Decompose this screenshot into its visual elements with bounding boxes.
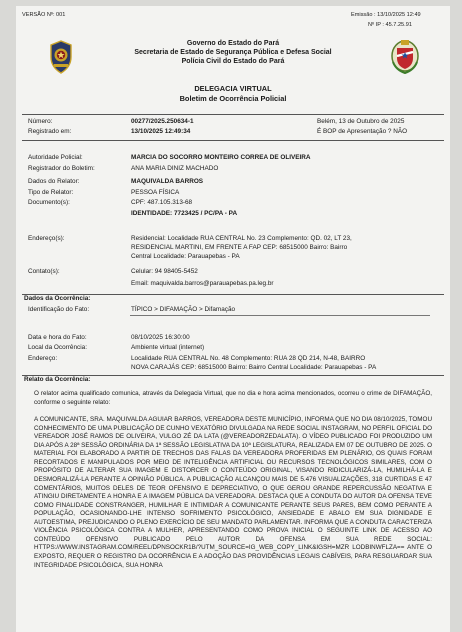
local-label: Local da Ocorrência: [28, 344, 87, 351]
cpf-value: CPF: 487.105.313-68 [131, 199, 193, 206]
relator-value: MAQUIVALDA BARROS [131, 178, 204, 185]
tipo-value: PESSOA FÍSICA [131, 189, 180, 196]
police-report-page [16, 6, 450, 632]
registrado-value: 13/10/2025 12:49:34 [131, 128, 191, 135]
registrado-label: Registrado em: [28, 128, 72, 135]
contato-label: Contato(s): [28, 268, 60, 275]
autoridade-label: Autoridade Policial: [28, 154, 83, 161]
email-value: Email: maquivalda.barros@parauapebas.pa.leg.br [131, 280, 274, 287]
relato-section-title: Relato da Ocorrência: [24, 376, 91, 383]
ocorrencia-section-title: Dados da Ocorrência: [24, 295, 91, 302]
endereco-label: Endereço(s): [28, 235, 65, 242]
endereco-line-1: Residencial: Localidade RUA CENTRAL No. 23 Complemento: QD. 02, LT 23, [131, 235, 352, 242]
divider [22, 114, 444, 115]
bop-question [317, 128, 407, 136]
celular-value: Celular: 94 98405-5452 [131, 268, 198, 275]
np-label: Nº IP : [368, 22, 384, 28]
version-number: VERSÃO Nº: 001 [22, 12, 66, 18]
identidade-value: IDENTIDADE: 7723425 / PC/PA - PA [131, 210, 238, 217]
bop-label: É BOP de Apresentação ? [317, 128, 392, 135]
emission-label: Emissão : [351, 12, 376, 18]
endereco-line-2: RESIDENCIAL MARTINI, EM FRENTE A FAP CEP: 68515000 Bairro: Bairro [131, 244, 348, 251]
org-secretariat: Secretaria de Estado de Segurança Pública e Defesa Social [134, 49, 332, 56]
title-boletim: Boletim de Ocorrência Policial [179, 94, 287, 103]
endereco-line-3: Central Localidade: Parauapebas - PA [131, 253, 240, 260]
tipo-label: Tipo de Relator: [28, 189, 74, 196]
data-fato-value: 08/10/2025 16:30:00 [131, 334, 190, 341]
ocorrencia-endereco-line-1: Localidade RUA CENTRAL No. 48 Complemento: RUA 28 QD 214, N-48, BAIRRO [131, 355, 366, 362]
local-value: Ambiente virtual (internet) [131, 344, 205, 351]
bop-value: NÃO [393, 128, 408, 135]
ocorrencia-endereco-label: Endereço: [28, 355, 58, 362]
emission-value: 13/10/2025 12:49 [377, 12, 421, 18]
place-date: Belém, 13 de Outubro de 2025 [317, 118, 405, 125]
ip-number [368, 22, 412, 29]
relato-intro: O relator acima qualificado comunica, através da Delegacia Virtual, que no dia e hora acima mencionados, ocorreu o crime de DIFAMAÇÃO, conforme o seguinte relato: [34, 390, 432, 406]
relator-label: Dados do Relator: [28, 178, 80, 185]
title-delegacia-virtual: DELEGACIA VIRTUAL [194, 84, 272, 93]
relato-body: A COMUNICANTE, SRA. MAQUIVALDA AGUIAR BARROS, VEREADORA DESTE MUNICÍPIO, INFORMA QUE NO DIA 08/10/2025, TOMOU CONHECIMENTO DE UMA PUBLICAÇÃO DE CUNHO VEXATÓRIO DIVULGADA NA REDE SOCIAL INSTAGRAM, NO PERFIL OFICIAL DO VEREADOR JOSÉ RAMOS DE OLIVEIRA, VULGO ZÉ DA LATA (@VEREADORZEDALATA). O VÍDEO PUBLICADO FOI PRODUZIDO UM DIA APÓS A 28ª SESSÃO ORDINÁRIA DA 1ª SESSÃO LEGISLATIVA DA 10ª LEGISLATURA, REALIZADA EM 07 DE OUTUBRO DE 2025. O MATERIAL FOI ELABORADO A PARTIR DE TRECHOS DAS FALAS DA VEREADORA PROFERIDAS EM PLENÁRIO, OS QUAIS FORAM RECORTADOS E MANIPULADOS POR MEIO DE INTELIGÊNCIA ARTIFICIAL OU RECURSOS TECNOLÓGICOS SIMILARES, COM O PROPÓSITO DE ALTERAR SUA IMAGEM E DISTORCER O CONTEÚDO ORIGINAL, VISANDO RIDICULARIZÁ-LA, HUMILHÁ-LA E DESMORALIZÁ-LA PERANTE A OPINIÃO PÚBLICA. A PUBLICAÇÃO ALCANÇOU MAIS DE 5.476 VISUALIZAÇÕES, 318 CURTIDAS E 47 COMENTÁRIOS, MUITOS DELES DE TEOR OFENSIVO E DEPRECIATIVO, O QUE GEROU GRANDE REPERCUSSÃO NEGATIVA E ATINGIU DIRETAMENTE A HONRA E A IMAGEM PÚBLICA DA VEREADORA. DESTACA QUE A CONDUTA DO AUTOR DA OFENSA TEVE COMO FINALIDADE CONSTRANGER, HUMILHAR E INTIMIDAR A COMUNICANTE PERANTE SEUS PARES, BEM COMO PERANTE A POPULAÇÃO, OCASIONANDO-LHE INTENSO SOFRIMENTO PSICOLÓGICO, ANSIEDADE E ABALO EM SUA DIGNIDADE E AUTOESTIMA, PREJUDICANDO O PLENO EXERCÍCIO DE SEU MANDATO PARLAMENTAR. INFORMA QUE A CONDUTA CARACTERIZA VIOLÊNCIA PSICOLÓGICA CONTRA A MULHER, APRESENTANDO COMO PROVA INICIAL O SEGUINTE LINK DE ACESSO AO CONTEÚDO OFENSIVO PUBLICADO PELO AUTOR DA OFENSA EM SUA REDE SOCIAL: HTTPS://WWW.INSTAGRAM.COM/REEL/DPNSOCKR1B/?UTM_SOURCE=IG_WEB_COPY_LINK&IGSH=MZR LODBINWFLZA== ANTE O EXPOSTO, REQUER O REGISTRO DA OCORRÊNCIA E A ADOÇÃO DAS PROVIDÊNCIAS LEGAIS CABÍVEIS, PARA RESGUARDAR SUA INTEGRIDADE PSICOLÓGICA, SUA HONRA [34, 416, 432, 569]
identificacao-underline [130, 315, 430, 316]
ocorrencia-endereco-line-2: NOVA CARAJÁS CEP: 68515000 Bairro: Bairro Central Localidade: Parauapebas - PA [131, 364, 377, 371]
numero-value: 00277/2025.250634-1 [131, 118, 194, 125]
registrador-label: Registrador do Boletim: [28, 165, 95, 172]
autoridade-value: MARCIA DO SOCORRO MONTEIRO CORREA DE OLIVEIRA [131, 154, 311, 161]
emission-date [351, 12, 421, 19]
org-civil-police: Polícia Civil do Estado do Pará [181, 58, 285, 65]
org-government: Governo do Estado do Pará [186, 40, 280, 47]
np-value: 45.7.25.91 [385, 22, 412, 28]
divider [22, 140, 444, 141]
registrador-value: ANA MARIA DINIZ MACHADO [131, 165, 219, 172]
numero-label: Número: [28, 118, 53, 125]
identificacao-value: TÍPICO > DIFAMAÇÃO > Difamação [131, 306, 236, 313]
documentos-label: Documento(s): [28, 199, 70, 206]
data-fato-label: Data e hora do Fato: [28, 334, 87, 341]
identificacao-label: Identificação do Fato: [28, 306, 90, 313]
